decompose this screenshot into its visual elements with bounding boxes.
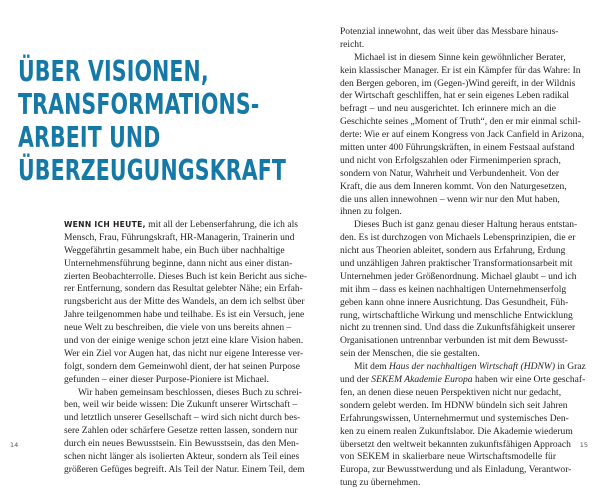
text-line: kein klassischer Manager. Er ist ein Kämpfer für das Wahre: In [340,64,581,76]
text-line: ben, weil wir beide wissen: Die Zukunft unserer Wirtschaft – [64,399,298,411]
text-run-italic: SEKEM Akademie Europa [371,374,473,386]
text-line: übersetzt den weltweit bekannten zukunftsfähigen Approach [340,438,571,450]
page-number: 15 [579,441,588,449]
text-line: geben kann ohne innere Ausrichtung. Das Gesundheit, Füh- [340,296,569,308]
text-run: Mit dem [354,361,390,373]
text-line: die uns allen innewohnen – wenn wir nur den Mut haben, [340,193,560,205]
text-line: mit ihm – dass es keinen nachhaltigen Unternehmenserfolg [340,283,567,295]
text-run-italic: Haus der nachhaltigen Wirtschaft (HDNW) [389,361,556,373]
text-line: den. Es ist durchzogen von Michaels Lebensprinzipien, die er [340,232,576,244]
text-line: ken zu einem realen Zukunftslabor. Die Akademie wiederum [340,425,573,437]
text-line: gefunden – einer dieser Purpose-Pioniere ist Michael. [64,373,269,385]
text-line: sere Zahlen oder schärfere Gesetze retten lassen, sondern nur [64,425,298,437]
text-run: in Graz [555,361,586,373]
text-line: Europa, zur Bewusstwerdung und als Einladung, Verantwor- [340,464,572,476]
text-line: Kraft, die aus dem Inneren kommt. Von den Naturgesetzen, [340,180,567,192]
text-line: nicht aus Theorien ableitet, sondern aus Erfahrung, Erdung [340,245,566,257]
text-line: Weggefährtin gesammelt habe, ein Buch über nachhaltige [64,244,285,256]
text-line: Jahre teilgenommen habe und teilhabe. Es ist ein Versuch, jene [64,309,305,321]
text-line: Organisationen untrennbar verbunden ist mit dem Bewusst- [340,335,568,347]
text-line: Potenzial innewohnt, das weit über das Messbare hinaus- [340,26,559,37]
text-line: größeren Gefüges begreift. Als Teil der Natur. Einem Teil, dem [64,463,305,475]
text-line: sein der Menschen, die sie gestalten. [340,348,480,360]
text-line [64,219,298,232]
text-line: sondern von Natur, Wahrheit und Verbundenheit. Von der [340,167,560,179]
text-line: sondern gelebt werden. Im HDNW bündeln sich seit Jahren [340,399,568,411]
left-body-text [64,219,308,477]
text-line [340,374,586,387]
chapter-title [18,55,287,187]
text-line: Wir haben gemeinsam beschlossen, dieses Buch zu schrei- [78,386,302,398]
title-line: TRANSFORMATIONS- [18,88,260,121]
text-line: den Bergen geboren, im (Gegen-)Wind gereift, in der Wildnis [340,77,576,89]
text-line: und unzähligen Jahren praktischer Transformationsarbeit mit [340,258,573,270]
text-line: Erfahrungswissen, Unternehmermut und systemisches Den- [340,412,569,424]
text-line: derte: Wie er auf einem Kongress von Jack Canfield in Arizona, [340,129,585,141]
text-line: und von der einige wenige schon jetzt eine klare Vision haben. [64,335,304,347]
text-line: der Wirtschaft geschliffen, hat er sein eigenes Leben radikal [340,90,570,102]
text-line: rung, wirtschaftliche Wirkung und menschliche Entwicklung [340,309,573,321]
text-line: folgt, sondern dem Gemeinwohl dient, der hat seinen Purpose [64,360,300,372]
text-line: befragt – und neu ausgerichtet. Ich erinnere mich an die [340,103,556,115]
text-line: Unternehmensführung beginne, dann nicht aus einer distan- [64,257,293,269]
text-line: und nicht von Erfolgszahlen oder Firmenimperien sprach, [340,154,561,166]
title-line: ARBEIT UND [18,121,161,154]
text-line: Wer ein Ziel vor Augen hat, das nicht nur eigene Interesse ver- [64,347,304,359]
text-line: von SEKEM in skalierbare neue Wirtschaftsmodelle für [340,451,556,463]
text-line: Unternehmen jeder Größenordnung. Michael glaubt – und ich [340,270,577,282]
text-line: neue Welt zu beschreiben, die viele von uns bereits ahnen – [64,322,292,334]
text-line: rungsbericht aus der Mitte des Wandels, an dem ich selbst über [64,296,305,308]
text-line: Michael ist in diesem Sinne kein gewöhnlicher Berater, [354,51,566,63]
text-line: und letztlich unserer Gesellschaft – wird sich nicht durch bes- [64,412,301,424]
text-line: rer Entfernung, sondern das Resultat gelebter Nähe; ein Erfah- [64,283,303,295]
title-line: ÜBERZEUGUNGSKRAFT [18,154,287,187]
lead-in: WENN ICH HEUTE, [64,220,146,229]
text-line: mitten unter 400 Führungskräften, in einem Festsaal aufstand [340,142,575,154]
text-line: nicht zu trennen sind. Und dass die Zukunftsfähigkeit unserer [340,322,576,334]
page-number: 14 [10,441,19,449]
text-line: reicht. [340,38,365,50]
text-line: durch ein neues Bewusstsein. Ein Bewusstsein, das den Men- [64,438,299,450]
text-line: Geschichte seines „Moment of Truth“, den er mir einmal schil- [340,116,581,128]
text-line: tung zu übernehmen. [340,477,421,489]
text-line: ihnen zu folgen. [340,206,402,218]
text-line: schen nicht länger als isolierten Akteur, sondern als Teil eines [64,451,300,463]
text-run: mit all der Lebenserfahrung, die ich als [145,219,298,230]
right-page [300,0,600,489]
text-line [340,361,586,374]
text-run: haben wir eine Orte geschaf- [472,374,586,386]
text-line: Mensch, Frau, Führungskraft, HR-Managerin, Trainerin und [64,231,295,243]
text-line: zierten Beobachterrolle. Dieses Buch ist kein Bericht aus siche- [64,270,308,282]
text-run: und der [340,374,372,386]
text-line: fen, an denen diese neuen Perspektiven nicht nur gedacht, [340,386,562,398]
text-line: Dieses Buch ist ganz genau dieser Haltung heraus entstan- [354,219,578,231]
title-line: ÜBER VISIONEN, [18,55,209,88]
